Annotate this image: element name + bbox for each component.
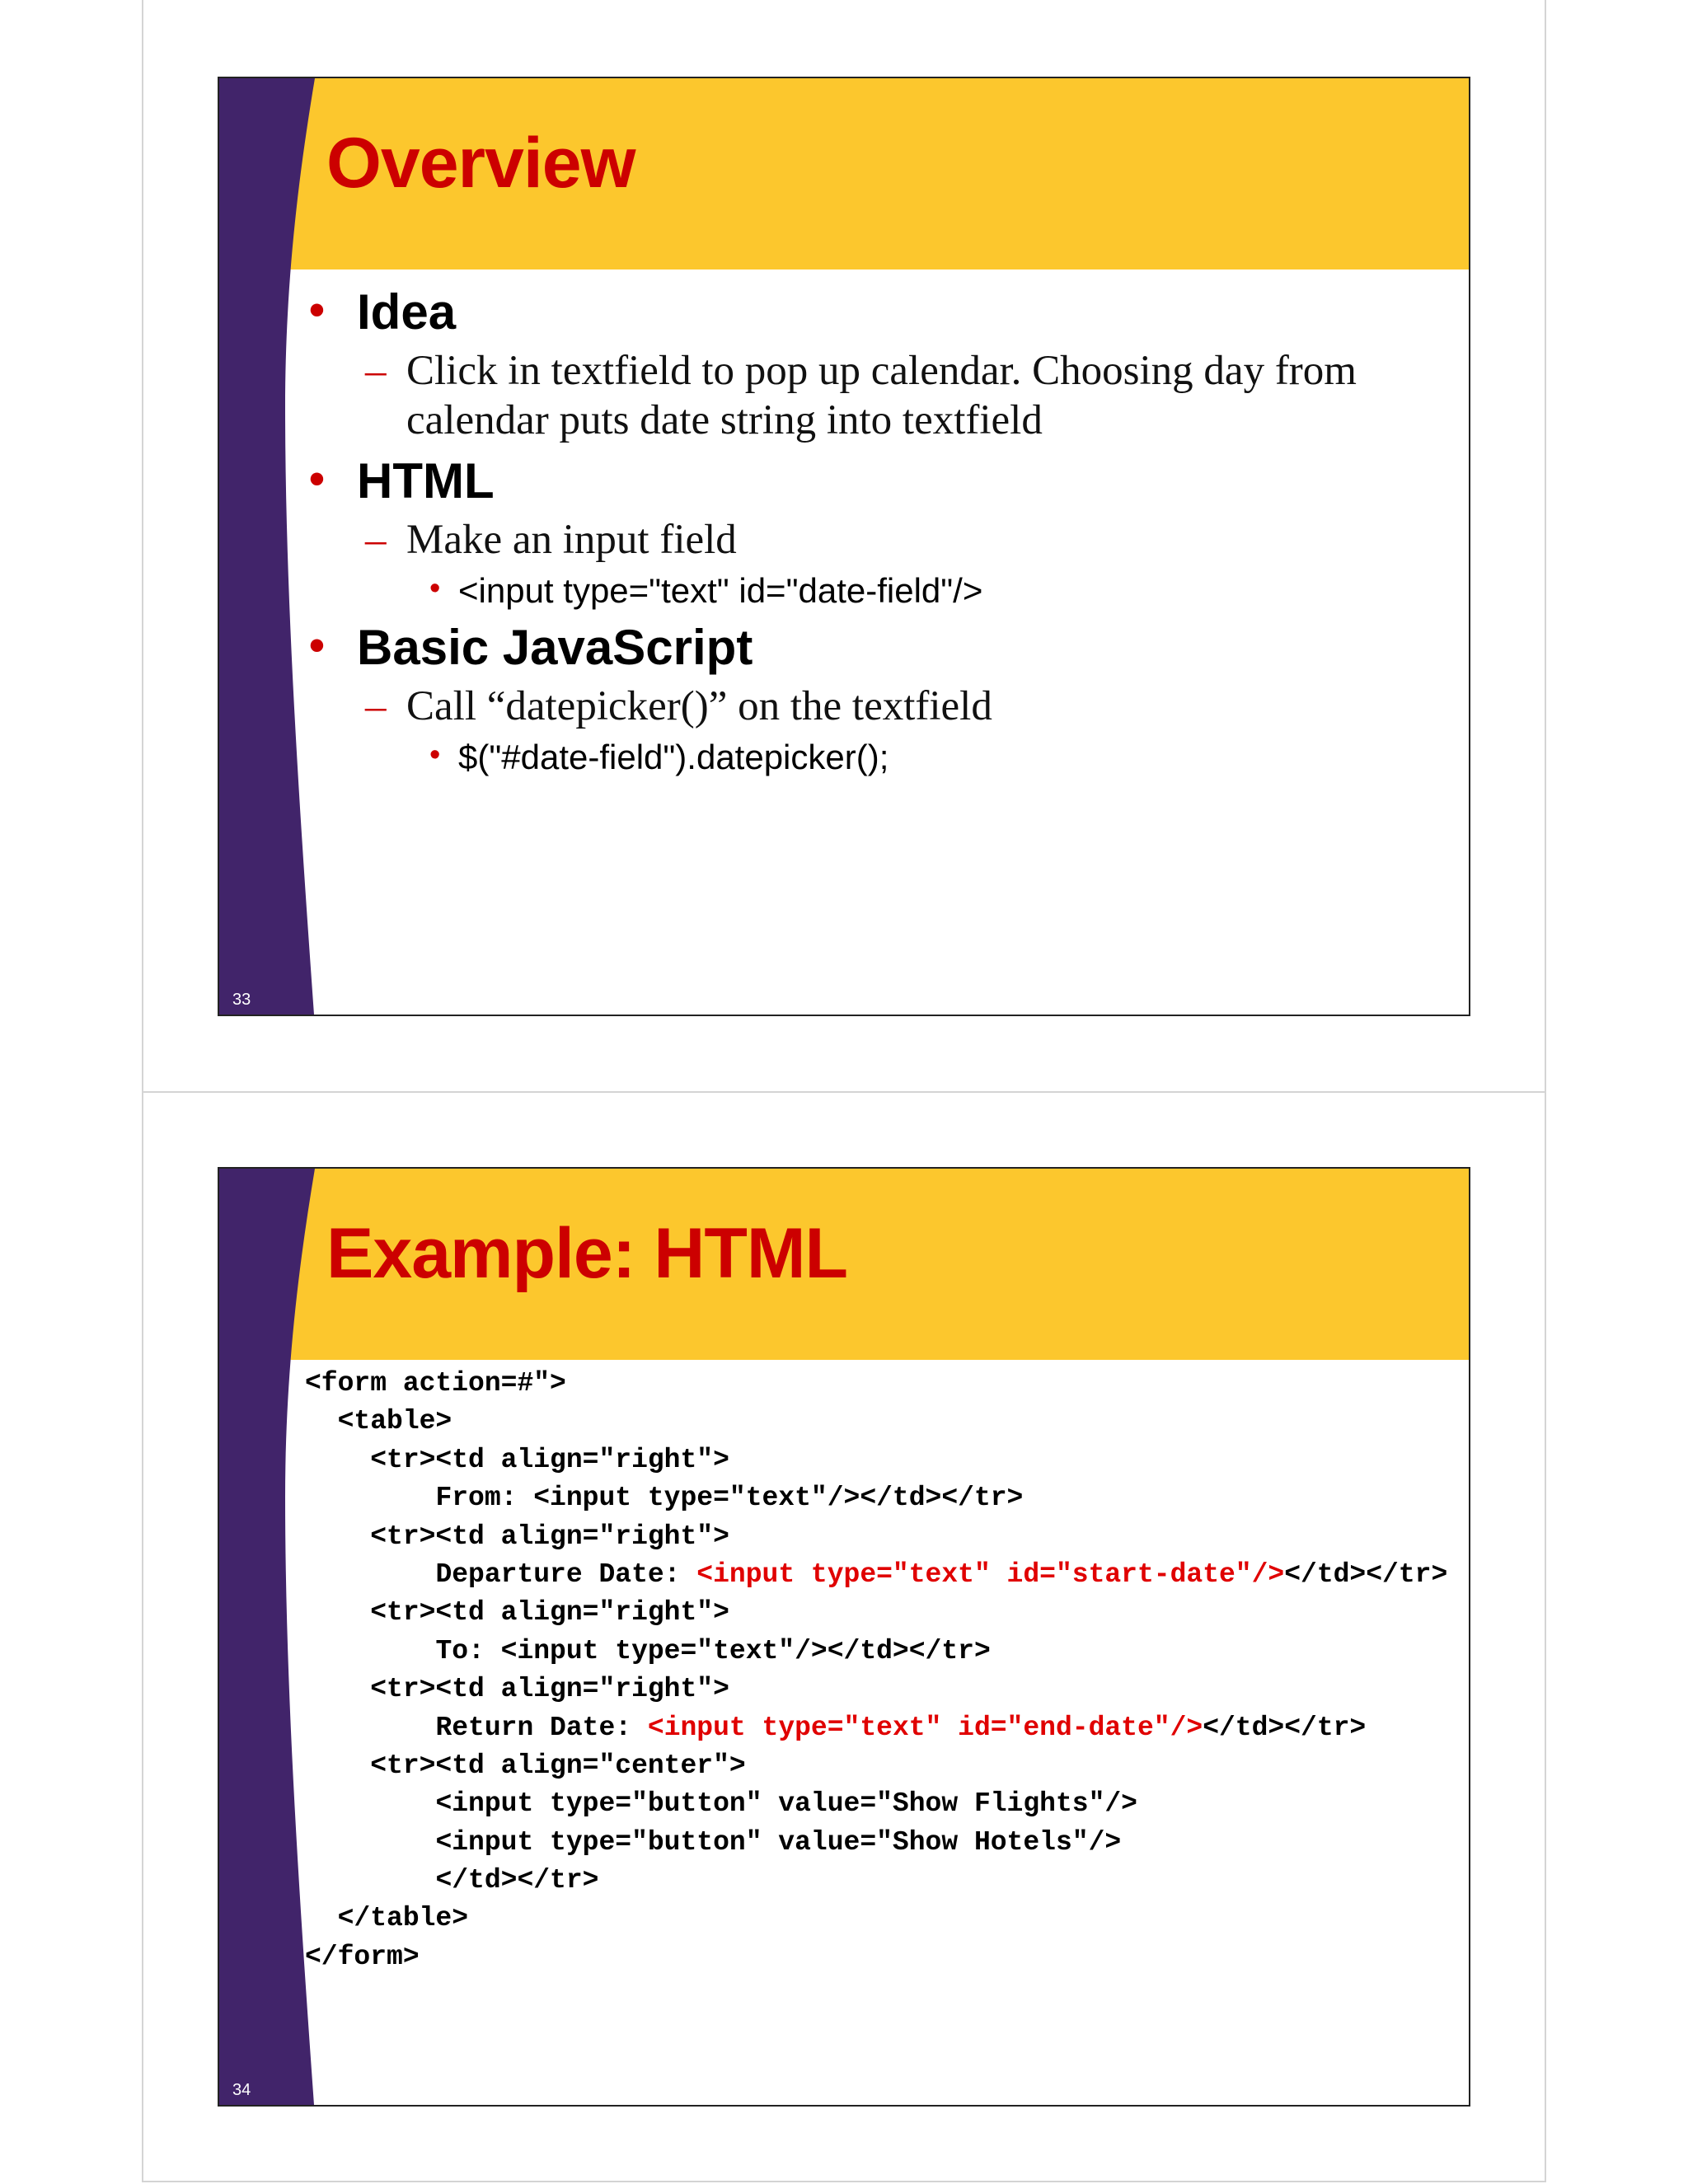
bullet-heading-html: • HTML <box>306 457 1451 506</box>
code-line <box>305 1747 1470 1785</box>
code-line <box>305 1671 1470 1708</box>
bullet-subitem: – Make an input field <box>306 516 1451 565</box>
code-text: <tr><td align="right"> <box>370 1521 729 1552</box>
code-text: </table> <box>337 1903 469 1934</box>
code-line <box>305 1785 1470 1823</box>
purple-swoosh-decoration <box>219 78 318 1015</box>
slide-example-html <box>218 1167 1470 2107</box>
code-highlight: <input type="text" id="end-date"/> <box>647 1712 1203 1743</box>
code-text: </form> <box>305 1941 420 1972</box>
bullet-list <box>306 276 1451 778</box>
slide-title: Example: HTML <box>326 1214 848 1293</box>
code-text: <tr><td align="right"> <box>370 1444 729 1475</box>
code-line <box>305 1824 1470 1862</box>
code-line <box>305 1479 1470 1517</box>
code-line <box>305 1938 1470 1976</box>
code-text: <tr><td align="center"> <box>370 1750 746 1781</box>
code-text: <input type="button" value="Show Hotels"/> <box>435 1826 1122 1858</box>
code-text: Departure Date: <box>435 1558 697 1590</box>
code-line <box>305 1556 1470 1594</box>
code-text: <tr><td align="right"> <box>370 1597 729 1629</box>
bullet-sub-subitem: • $("#date-field").datepicker(); <box>306 737 1451 778</box>
code-text: Return Date: <box>435 1712 648 1743</box>
code-text: To: <input type="text"/></td></tr> <box>435 1635 991 1666</box>
code-line <box>305 1633 1470 1671</box>
code-text: From: <input type="text"/></td></tr> <box>435 1483 1024 1514</box>
code-text: </td></tr> <box>1203 1712 1367 1743</box>
code-line <box>305 1862 1470 1900</box>
code-highlight: <input type="text" id="start-date"/> <box>696 1558 1285 1590</box>
code-text: </td></tr> <box>1284 1558 1448 1590</box>
code-line <box>305 1365 1470 1403</box>
purple-swoosh-decoration <box>219 1169 318 2105</box>
code-text: <form action=#"> <box>305 1368 566 1399</box>
code-line <box>305 1403 1470 1441</box>
code-line <box>305 1594 1470 1632</box>
code-text: <input type="button" value="Show Flights"/> <box>435 1788 1137 1820</box>
code-line <box>305 1441 1470 1479</box>
bullet-subitem: – Click in textfield to pop up calendar. Choosing day from calendar puts date string into textfield <box>306 347 1451 445</box>
bullet-sub-subitem: • <input type="text" id="date-field"/> <box>306 570 1451 612</box>
code-line <box>305 1709 1470 1747</box>
slide-number: 33 <box>232 991 251 1009</box>
code-block <box>305 1365 1470 1976</box>
code-line <box>305 1900 1470 1938</box>
code-text: <tr><td align="right"> <box>370 1674 729 1705</box>
bullet-subitem: – Call “datepicker()” on the textfield <box>306 682 1451 732</box>
code-line <box>305 1518 1470 1556</box>
slide-title: Overview <box>326 124 635 203</box>
code-text: <table> <box>337 1406 452 1437</box>
slide-overview <box>218 77 1470 1016</box>
bullet-heading-javascript: • Basic JavaScript <box>306 623 1451 673</box>
code-text: </td></tr> <box>435 1865 599 1896</box>
page-divider <box>142 1091 1546 1093</box>
bullet-heading-idea: • Idea <box>306 288 1451 337</box>
slide-number: 34 <box>232 2081 251 2099</box>
